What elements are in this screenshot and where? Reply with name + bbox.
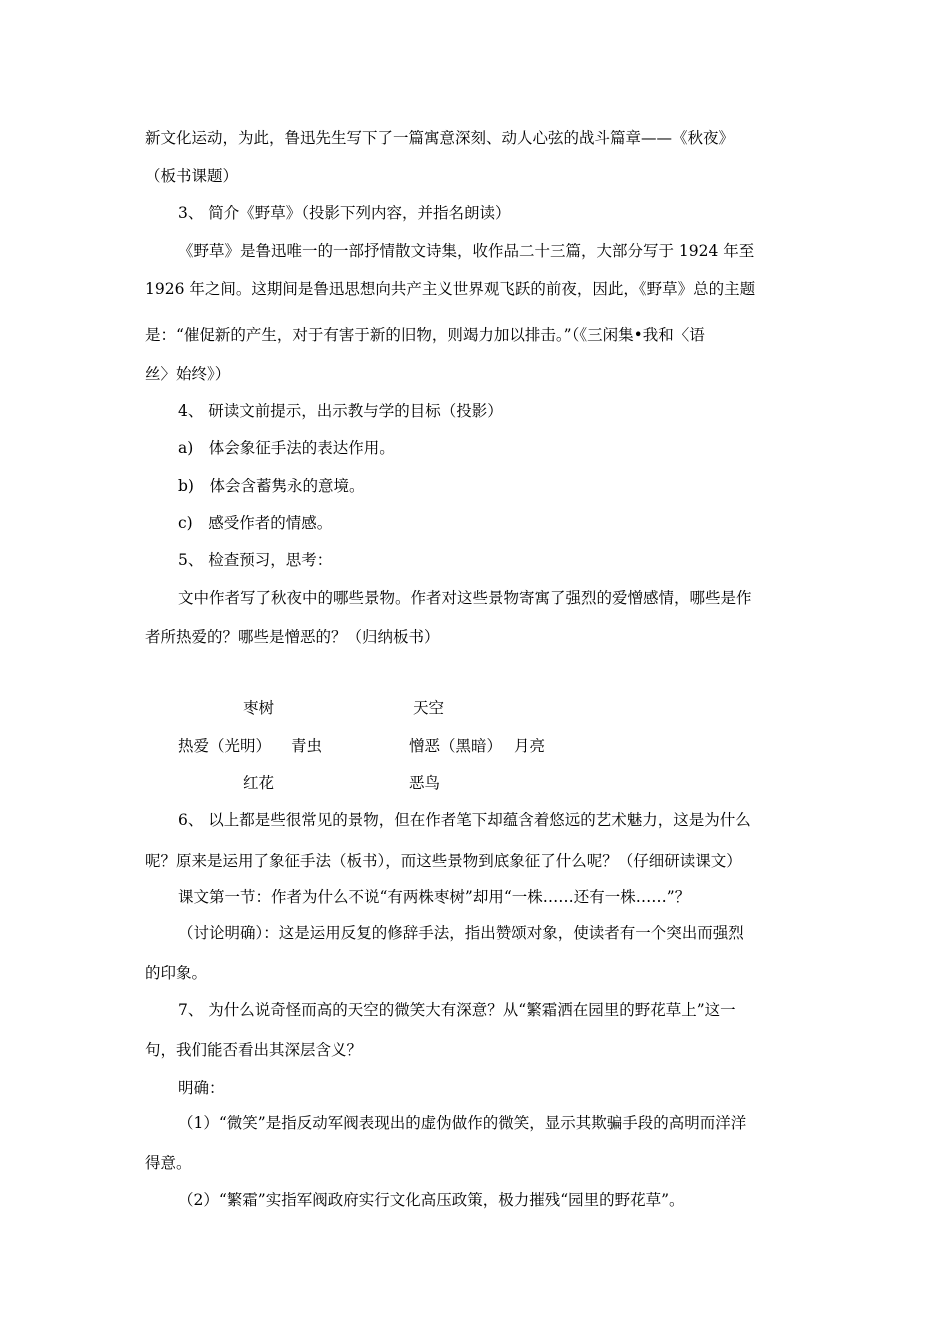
paragraph-line: 《野草》是鲁迅唯一的一部抒情散文诗集，收作品二十三篇，大部分写于 1924 年至 [178, 242, 755, 260]
board-love-item: 枣树 [243, 699, 275, 717]
section-heading: 4、 研读文前提示，出示教与学的目标（投影） [178, 402, 503, 420]
list-item: a) 体会象征手法的表达作用。 [178, 439, 395, 457]
paragraph-line: 1926 年之间。这期间是鲁迅思想向共产主义世界观飞跃的前夜，因此，《野草》总的主题 [145, 280, 756, 298]
paragraph-line: 是：“催促新的产生，对于有害于新的旧物，则竭力加以排击。”（《三闲集•我和〈语 [145, 326, 705, 344]
section-heading: 6、 以上都是些很常见的景物，但在作者笔下却蕴含着悠远的艺术魅力，这是为什么 [178, 811, 751, 829]
board-love-label: 热爱（光明） [178, 737, 272, 755]
list-item: c) 感受作者的情感。 [178, 514, 333, 532]
paragraph-line: 新文化运动，为此，鲁迅先生写下了一篇寓意深刻、动人心弦的战斗篇章——《秋夜》 [145, 129, 735, 147]
board-hate-item: 月亮 [514, 737, 546, 755]
paragraph-line: 呢？原来是运用了象征手法（板书），而这些景物到底象征了什么呢？（仔细研读课文） [145, 852, 742, 870]
paragraph-line: （1）“微笑”是指反动军阀表现出的虚伪做作的微笑，显示其欺骗手段的高明而洋洋 [178, 1114, 747, 1132]
board-love-item: 青虫 [291, 737, 323, 755]
paragraph-line: 课文第一节：作者为什么不说“有两株枣树”却用“一株……还有一株……”？ [178, 888, 691, 906]
paragraph-line: 文中作者写了秋夜中的哪些景物。作者对这些景物寄寓了强烈的爱憎感情，哪些是作 [178, 589, 752, 607]
board-hate-item: 恶鸟 [409, 774, 441, 792]
paragraph-line: 丝〉始终》） [145, 365, 231, 383]
paragraph-line: 句，我们能否看出其深层含义？ [145, 1041, 363, 1059]
paragraph-line: 明确： [178, 1079, 225, 1097]
paragraph-line: 得意。 [145, 1154, 192, 1172]
paragraph-line: （2）“繁霜”实指军阀政府实行文化高压政策，极力摧残“园里的野花草”。 [178, 1191, 685, 1209]
section-heading: 7、 为什么说奇怪而高的天空的微笑大有深意？从“繁霜洒在园里的野花草上”这一 [178, 1001, 736, 1019]
board-hate-label: 憎恶（黑暗） [409, 737, 503, 755]
section-heading: 5、 检查预习，思考： [178, 551, 333, 569]
board-love-item: 红花 [243, 774, 275, 792]
paragraph-line: （讨论明确）：这是运用反复的修辞手法，指出赞颂对象，使读者有一个突出而强烈 [178, 924, 744, 942]
board-hate-item: 天空 [413, 699, 445, 717]
list-item: b) 体会含蓄隽永的意境。 [178, 477, 365, 495]
paragraph-line: 的印象。 [145, 964, 208, 982]
section-heading: 3、 简介《野草》（投影下列内容，并指名朗读） [178, 204, 511, 222]
paragraph-line: （板书课题） [145, 167, 239, 185]
paragraph-line: 者所热爱的？哪些是憎恶的？（归纳板书） [145, 628, 440, 646]
